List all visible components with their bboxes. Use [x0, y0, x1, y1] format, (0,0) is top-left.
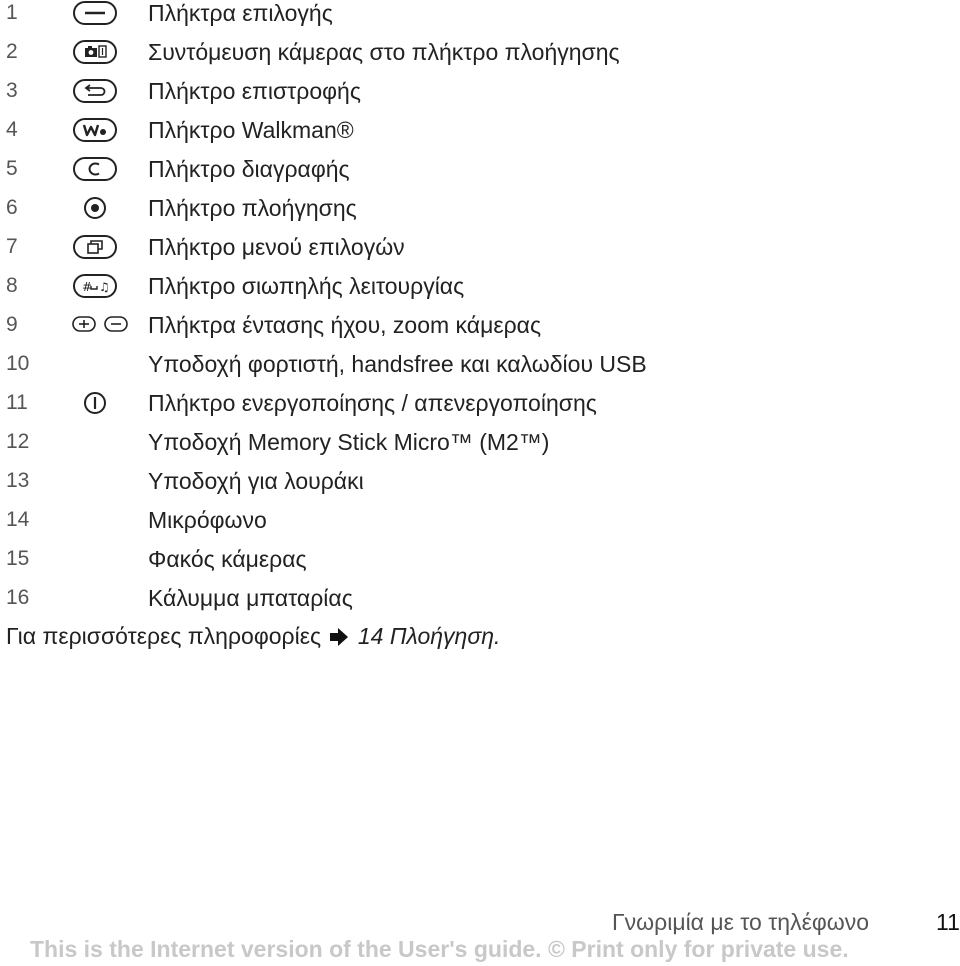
item-label: Πλήκτρο ενεργοποίησης / απενεργοποίησης — [148, 390, 597, 416]
item-number: 13 — [6, 469, 30, 492]
item-number: 11 — [6, 391, 28, 414]
item-number: 6 — [6, 196, 18, 219]
select-key-icon — [72, 0, 118, 26]
item-label: Υποδοχή Memory Stick Micro™ (M2™) — [148, 429, 550, 455]
item-number: 15 — [6, 547, 30, 570]
silent-key-icon — [72, 273, 118, 299]
item-label: Πλήκτρο σιωπηλής λειτουργίας — [148, 273, 465, 299]
arrow-right-icon — [329, 625, 349, 653]
item-label: Πλήκτρο πλοήγησης — [148, 195, 357, 221]
list-item — [0, 273, 960, 312]
item-number: 14 — [6, 508, 30, 531]
item-label: Πλήκτρο επιστροφής — [148, 78, 361, 104]
more-info — [6, 622, 500, 653]
section-title: Γνωριμία με το τηλέφωνο — [612, 909, 869, 935]
item-label: Κάλυμμα μπαταρίας — [148, 585, 353, 611]
list-item — [0, 507, 960, 546]
item-label: Μικρόφωνο — [148, 507, 267, 533]
item-number: 8 — [6, 274, 18, 297]
list-item — [0, 234, 960, 273]
page-reference-link[interactable]: 14 Πλοήγηση. — [357, 623, 501, 649]
item-label: Υποδοχή φορτιστή, handsfree και καλωδίου USB — [148, 351, 647, 377]
list-item — [0, 468, 960, 507]
item-number: 1 — [6, 1, 18, 24]
item-label: Συντόμευση κάμερας στο πλήκτρο πλοήγησης — [148, 39, 620, 65]
volume-keys-icon — [70, 312, 130, 338]
item-label: Πλήκτρο διαγραφής — [148, 156, 350, 182]
item-label: Υποδοχή για λουράκι — [148, 468, 364, 494]
list-item — [0, 78, 960, 117]
page-number: 11 — [936, 909, 960, 935]
item-label: Πλήκτρα έντασης ήχου, zoom κάμερας — [148, 312, 542, 338]
list-item — [0, 429, 960, 468]
item-number: 5 — [6, 157, 18, 180]
list-item — [0, 156, 960, 195]
walkman-key-icon — [72, 117, 118, 143]
more-info-text: Για περισσότερες πληροφορίες — [6, 623, 322, 649]
svg-text:#: # — [82, 280, 93, 294]
list-item — [0, 351, 960, 390]
internet-version-notice: This is the Internet version of the User's guide. © Print only for private use. — [30, 936, 849, 962]
item-label: Πλήκτρο Walkman® — [148, 117, 354, 143]
item-label: Φακός κάμερας — [148, 546, 307, 572]
item-number: 9 — [6, 313, 18, 336]
list-item — [0, 390, 960, 429]
item-number: 10 — [6, 352, 30, 375]
list-item — [0, 39, 960, 78]
list-item — [0, 195, 960, 234]
item-label: Πλήκτρο μενού επιλογών — [148, 234, 405, 260]
item-number: 4 — [6, 118, 18, 141]
list-item — [0, 0, 960, 39]
options-menu-key-icon — [72, 234, 118, 260]
item-number: 2 — [6, 40, 18, 63]
item-number: 16 — [6, 586, 30, 609]
back-key-icon — [72, 78, 118, 104]
camera-shortcut-icon — [72, 39, 118, 65]
item-number: 12 — [6, 430, 30, 453]
list-item — [0, 546, 960, 585]
navigation-key-icon — [72, 195, 118, 221]
list-item — [0, 585, 960, 624]
item-number: 3 — [6, 79, 18, 102]
list-item — [0, 312, 960, 351]
item-label: Πλήκτρα επιλογής — [148, 0, 333, 26]
power-key-icon — [72, 390, 118, 416]
svg-text:♫: ♫ — [99, 280, 110, 294]
item-number: 7 — [6, 235, 18, 258]
clear-key-icon — [72, 156, 118, 182]
list-item — [0, 117, 960, 156]
